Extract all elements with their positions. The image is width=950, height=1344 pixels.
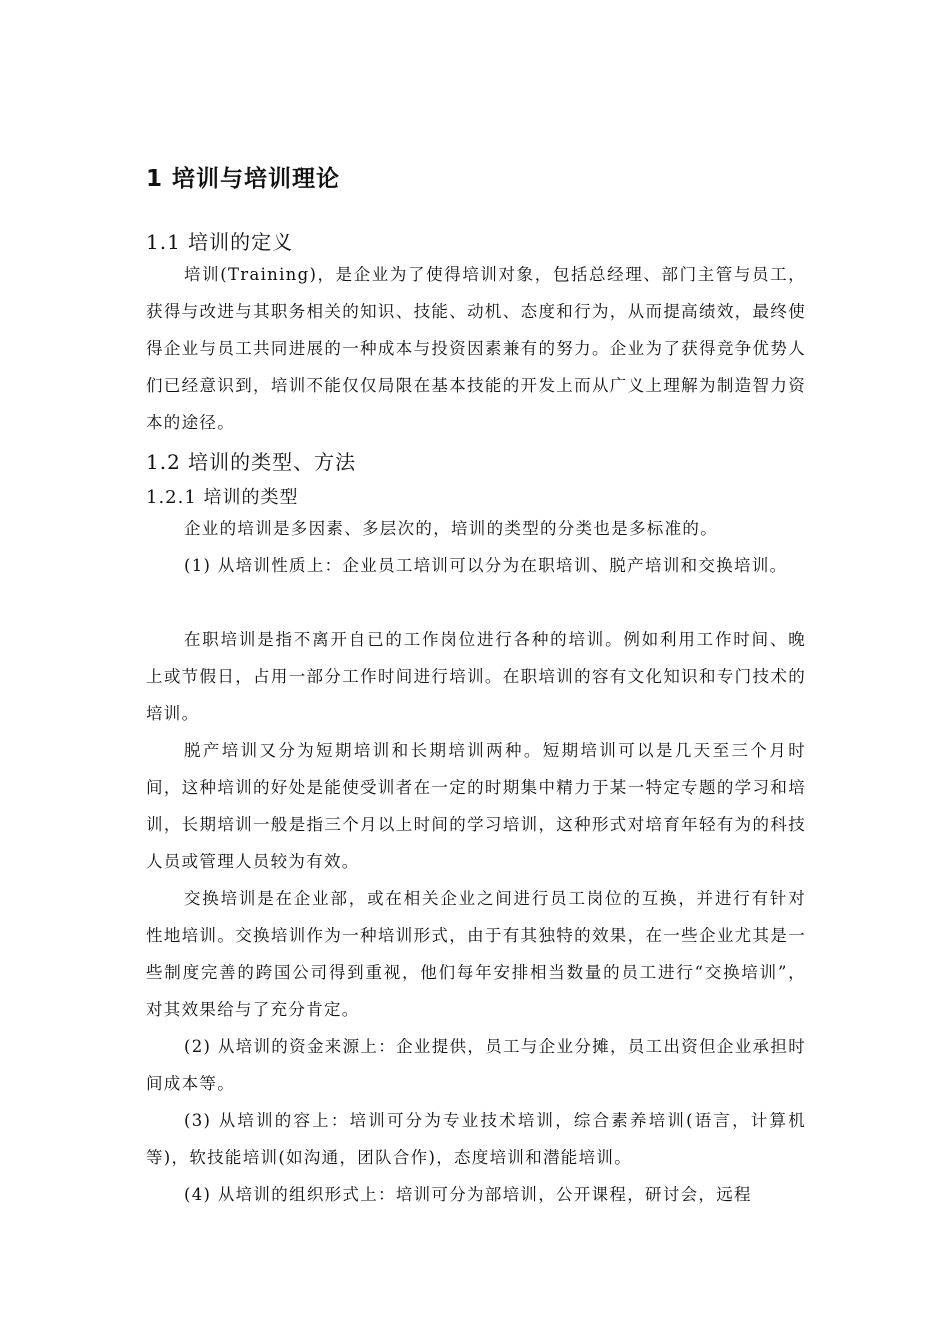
training-content-paragraph: (3) 从培训的容上：培训可分为专业技术培训，综合素养培训(语言，计算机等)，软技能培训(如沟通，团队合作)，态度培训和潜能培训。 <box>146 1111 806 1167</box>
exchange-training-paragraph: 交换培训是在企业部，或在相关企业之间进行员工岗位的互换，并进行有针对性地培训。交换培训作为一种培训形式，由于有其独特的效果，在一些企业尤其是一些制度完善的跨国公司得到重视，他们每年安排相当数量的员工进行“交换培训”，对其效果给与了充分肯定。 <box>146 889 806 1019</box>
off-the-job-paragraph: 脱产培训又分为短期培训和长期培训两种。短期培训可以是几天至三个月时间，这种培训的好处是能使受训者在一定的时期集中精力于某一特定专题的学习和培训，长期培训一般是指三个月以上时间的学习培训，这种形式对培育年轻有为的科技人员或管理人员较为有效。 <box>146 741 806 871</box>
definition-paragraph: 培训(Training)，是企业为了使得培训对象，包括总经理、部门主管与员工，获得与改进与其职务相关的知识、技能、动机、态度和行为，从而提高绩效，最终使得企业与员工共同进展的一种成本与投资因素兼有的努力。企业为了获得竞争优势人们已经意识到，培训不能仅仅局限在基本技能的开发上而从广义上理解为制造智力资本的途径。 <box>146 265 806 432</box>
training-nature-paragraph: (1) 从培训性质上：企业员工培训可以分为在职培训、脱产培训和交换培训。 <box>184 556 788 575</box>
on-the-job-paragraph: 在职培训是指不离开自已的工作岗位进行各种的培训。例如利用工作时间、晚上或节假日，占用一部分工作时间进行培训。在职培训的容有文化知识和专门技术的培训。 <box>146 630 806 723</box>
section-heading-1-1: 1.1 培训的定义 <box>146 230 294 254</box>
section-heading-1-2-1: 1.2.1 培训的类型 <box>146 487 299 508</box>
section-heading-1-2: 1.2 培训的类型、方法 <box>146 450 357 474</box>
types-intro-paragraph: 企业的培训是多因素、多层次的，培训的类型的分类也是多标准的。 <box>184 519 718 538</box>
chapter-title: 1 培训与培训理论 <box>146 166 341 192</box>
organization-form-paragraph: (4) 从培训的组织形式上：培训可分为部培训，公开课程，研讨会，远程 <box>184 1185 752 1204</box>
funding-source-paragraph: (2) 从培训的资金来源上：企业提供，员工与企业分摊，员工出资但企业承担时间成本等。 <box>146 1037 806 1093</box>
